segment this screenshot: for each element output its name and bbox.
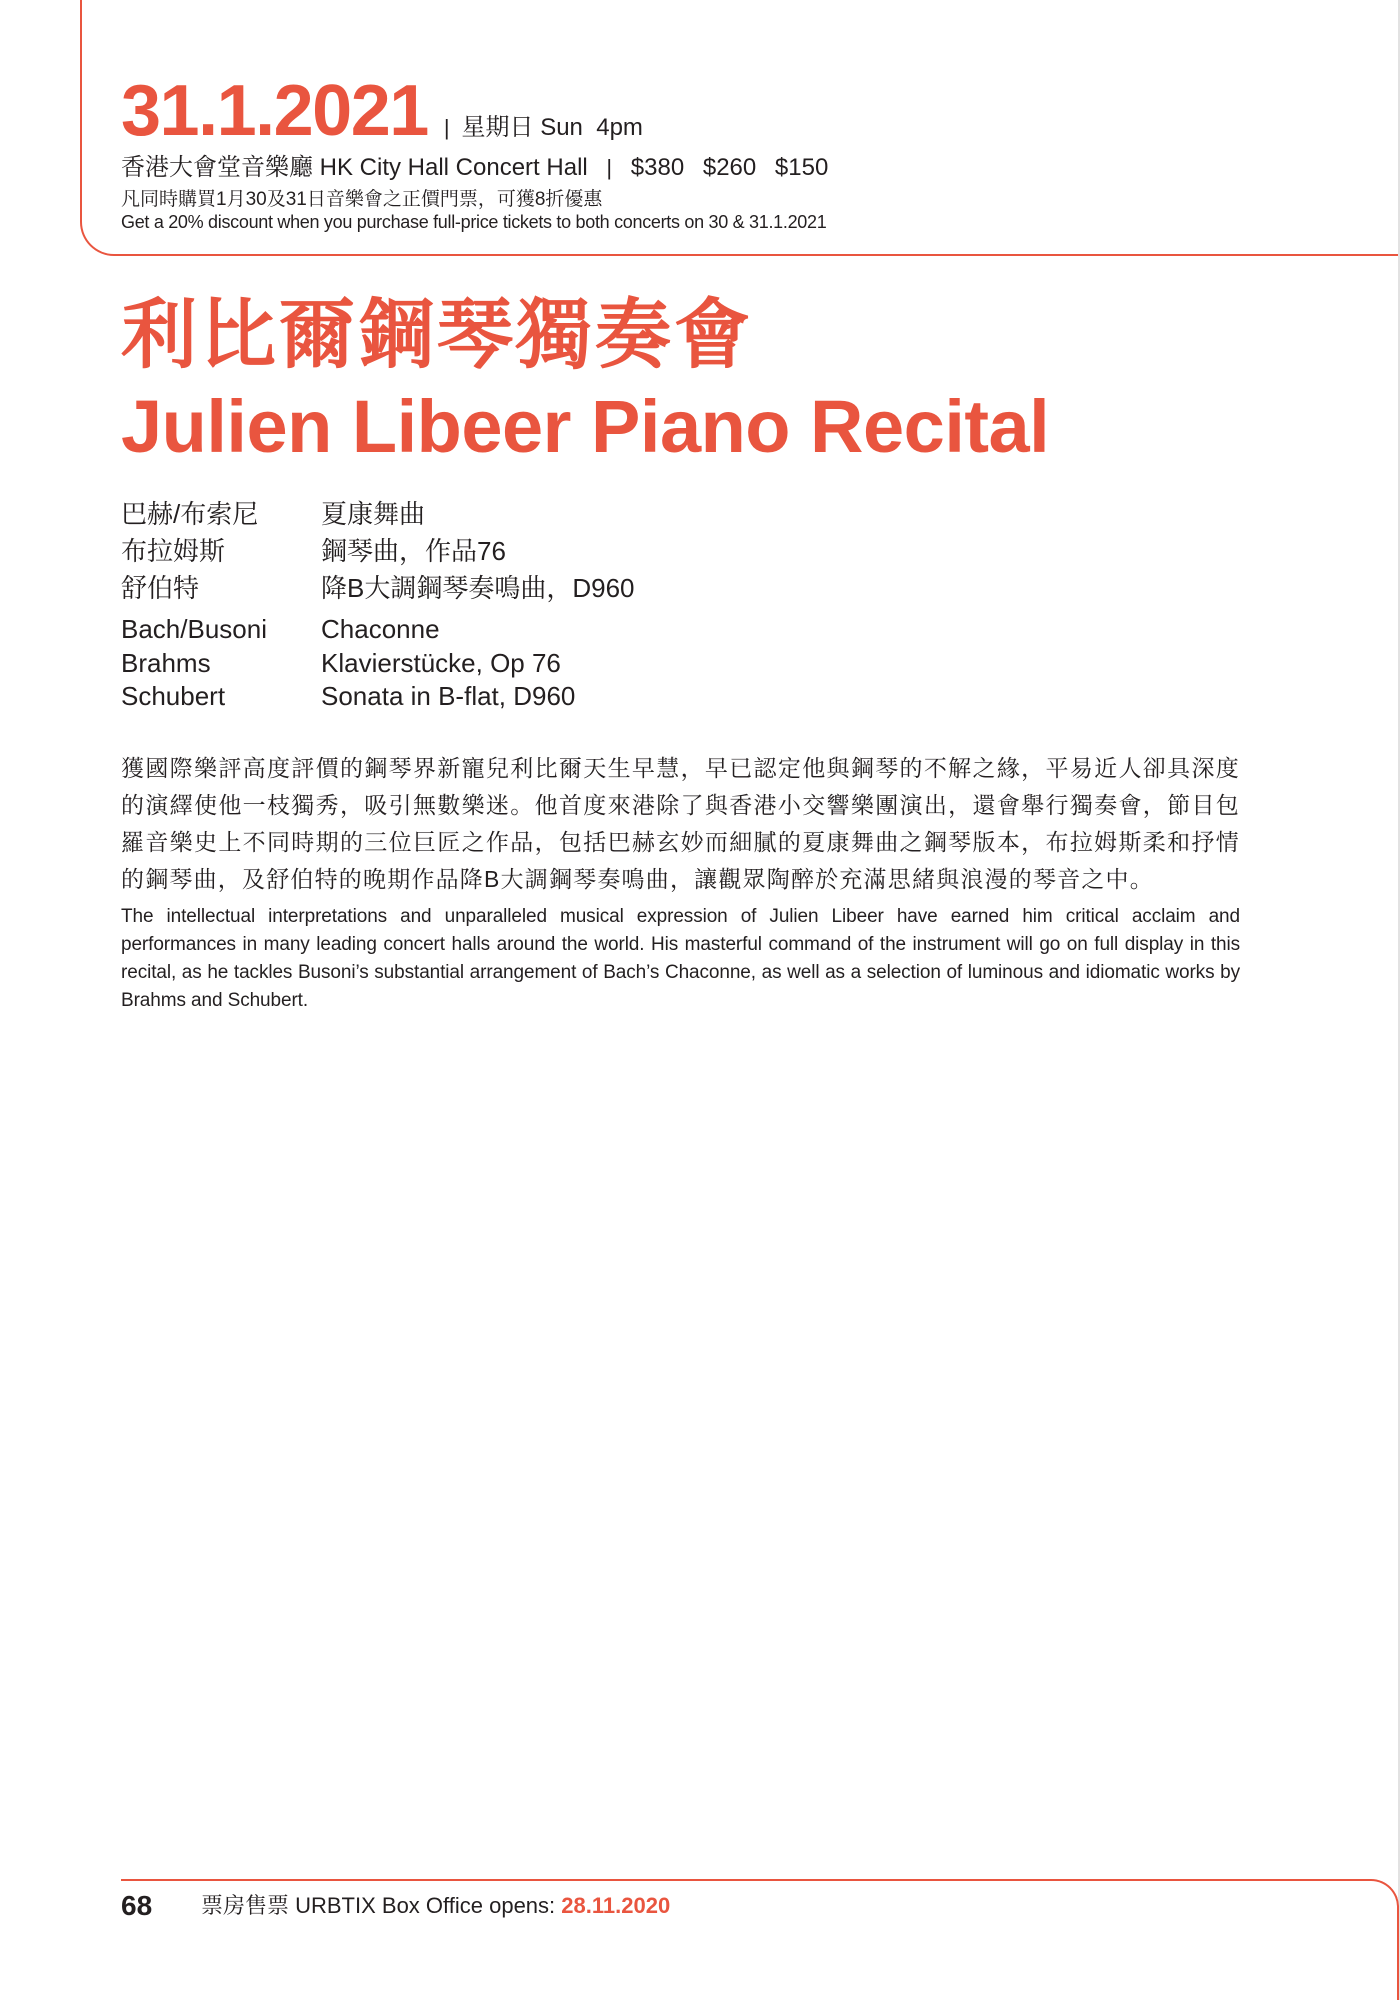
description-zh: 獲國際樂評高度評價的鋼琴界新寵兒利比爾天生早慧，早已認定他與鋼琴的不解之緣，平易近人卻具深度的演繹使他一枝獨秀，吸引無數樂迷。他首度來港除了與香港小交響樂團演出，還會舉行獨奏會，節目包羅音樂史上不同時期的三位巨匠之作品，包括巴赫玄妙而細膩的夏康舞曲之鋼琴版本，布拉姆斯柔和抒情的鋼琴曲，及舒伯特的晚期作品降B大調鋼琴奏鳴曲，讓觀眾陶醉於充滿思緒與浪漫的琴音之中。 — [121, 755, 1240, 892]
event-date-row — [121, 71, 643, 151]
discount-note-zh: 凡同時購買1月30及31日音樂會之正價門票，可獲8折優惠 — [121, 189, 603, 210]
venue-and-prices — [121, 153, 840, 183]
box-office-label: 票房售票 URBTIX Box Office opens: — [201, 1893, 556, 1918]
page-title-zh: 利比爾鋼琴獨奏會 — [121, 293, 753, 378]
work: Chaconne — [321, 614, 440, 644]
program-list-zh — [121, 496, 1121, 607]
page-title-en: Julien Libeer Piano Recital — [121, 385, 1050, 468]
description-en: The intellectual interpretations and unparalleled musical expression of Julien Libeer have earned him critical acclaim and performances in many leading concert halls around the world. His masterful command of the instrument will go on full display in this recital, as he tackles Busoni’s substantial arrangement of Bach’s Chaconne, as well as a selection of luminous and idiomatic works by Brahms and Schubert. — [121, 906, 1240, 1011]
program-item — [121, 496, 1121, 533]
box-office-info — [201, 1893, 670, 1919]
program-item — [121, 647, 1121, 681]
composer: 舒伯特 — [121, 573, 200, 603]
separator: | — [606, 155, 613, 180]
price: $260 — [702, 154, 757, 181]
price: $380 — [630, 154, 685, 181]
composer: 巴赫/布索尼 — [121, 499, 259, 529]
program-item — [121, 570, 1121, 607]
program-item — [121, 613, 1121, 647]
composer: Schubert — [121, 681, 226, 711]
discount-note-en: Get a 20% discount when you purchase full-price tickets to both concerts on 30 & 31.1.2021 — [121, 212, 827, 232]
program-list-en — [121, 613, 1121, 714]
box-office-date: 28.11.2020 — [561, 1893, 671, 1918]
work: 鋼琴曲，作品76 — [321, 536, 506, 566]
work: Klavierstücke, Op 76 — [321, 647, 561, 678]
venue: 香港大會堂音樂廳 HK City Hall Concert Hall — [121, 154, 588, 181]
event-day-time: 星期日 Sun 4pm — [461, 114, 643, 141]
price: $150 — [774, 154, 829, 181]
work: 夏康舞曲 — [321, 499, 426, 529]
program-item — [121, 533, 1121, 570]
program-item — [121, 680, 1121, 714]
event-date: 31.1.2021 — [121, 71, 428, 151]
page-number: 68 — [121, 1890, 153, 1921]
composer: Bach/Busoni — [121, 614, 267, 644]
composer: Brahms — [121, 647, 211, 678]
composer: 布拉姆斯 — [121, 536, 226, 566]
separator: | — [443, 115, 450, 140]
work: Sonata in B-flat, D960 — [321, 681, 576, 711]
work: 降B大調鋼琴奏鳴曲，D960 — [321, 573, 635, 603]
